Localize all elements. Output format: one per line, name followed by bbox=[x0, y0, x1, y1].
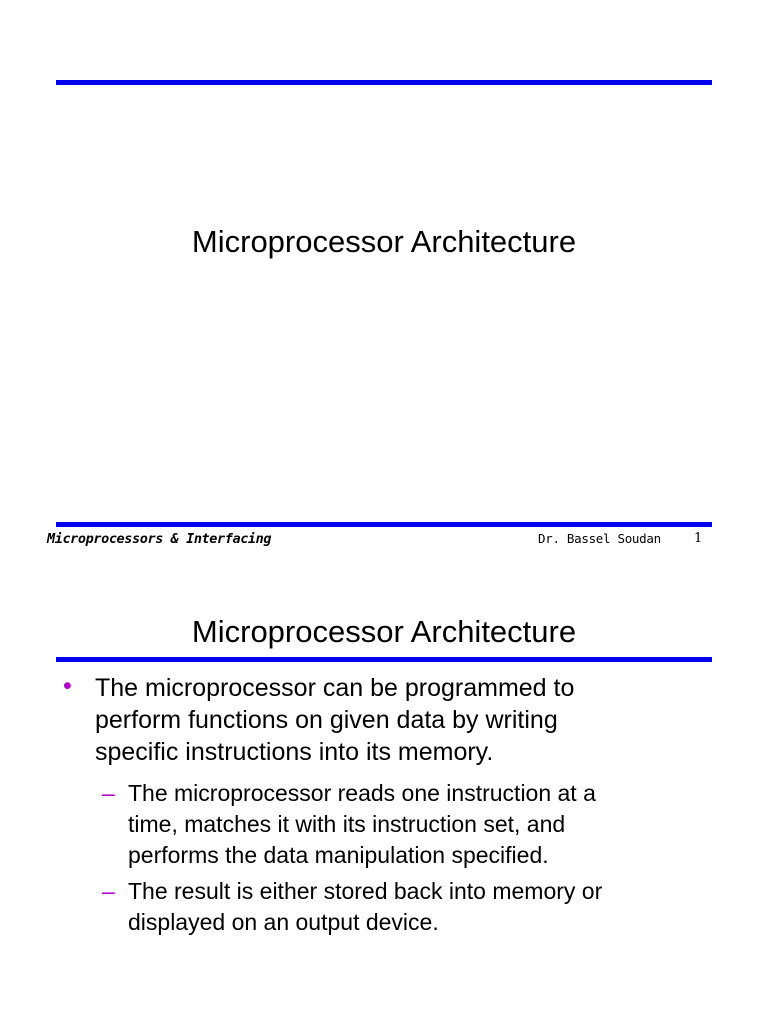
slide1-footer-rule bbox=[56, 522, 712, 527]
footer-page-number: 1 bbox=[694, 531, 703, 546]
slide1-title: Microprocessor Architecture bbox=[191, 224, 577, 259]
bullet-marker: • bbox=[63, 672, 72, 700]
slide1-top-rule bbox=[56, 80, 712, 85]
sub-bullet-line: The result is either stored back into memory or bbox=[128, 878, 603, 904]
slide2-title: Microprocessor Architecture bbox=[191, 614, 577, 649]
sub-bullet-text bbox=[128, 876, 708, 938]
sub-bullet-line: performs the data manipulation specified. bbox=[128, 842, 549, 868]
sub-bullet-line: The microprocessor reads one instruction at a bbox=[128, 780, 596, 806]
bullet-line: perform functions on given data by writing bbox=[95, 706, 558, 734]
sub-bullet-line: time, matches it with its instruction set, and bbox=[128, 811, 566, 837]
footer-course: Microprocessors & Interfacing bbox=[47, 531, 272, 547]
slide2-title-rule bbox=[56, 657, 712, 662]
sub-bullet-marker: – bbox=[102, 780, 115, 806]
footer-author: Dr. Bassel Soudan bbox=[538, 531, 661, 546]
bullet-text bbox=[95, 672, 715, 768]
sub-bullet-line: displayed on an output device. bbox=[128, 909, 439, 935]
bullet-line: specific instructions into its memory. bbox=[95, 738, 494, 766]
bullet-line: The microprocessor can be programmed to bbox=[95, 674, 575, 702]
sub-bullet-text bbox=[128, 778, 708, 871]
sub-bullet-marker: – bbox=[102, 878, 115, 904]
